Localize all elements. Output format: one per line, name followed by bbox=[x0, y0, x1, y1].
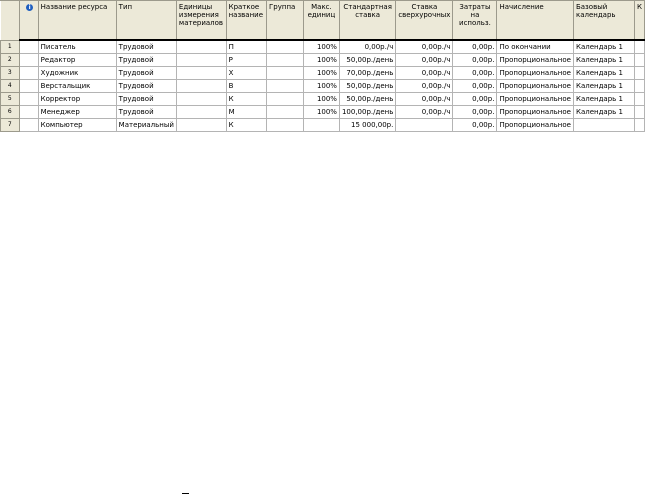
cell-base-calendar[interactable]: Календарь 1 bbox=[573, 106, 634, 119]
cell-initials[interactable]: М bbox=[226, 106, 266, 119]
cell-extra[interactable] bbox=[634, 119, 644, 132]
cell-material-units[interactable] bbox=[176, 119, 226, 132]
cell-type[interactable]: Трудовой bbox=[116, 54, 176, 67]
cell-standard-rate[interactable]: 50,00р./день bbox=[339, 93, 395, 106]
cell-material-units[interactable] bbox=[176, 106, 226, 119]
cell-name[interactable]: Редактор bbox=[38, 54, 116, 67]
table-row[interactable] bbox=[1, 40, 645, 54]
cell-extra[interactable] bbox=[634, 67, 644, 80]
cell-name[interactable]: Менеджер bbox=[38, 106, 116, 119]
cell-overtime-rate[interactable]: 0,00р./ч bbox=[396, 106, 453, 119]
table-row[interactable] bbox=[1, 119, 645, 132]
row-indicator bbox=[19, 54, 38, 67]
cell-type[interactable]: Трудовой bbox=[116, 106, 176, 119]
cell-name[interactable]: Писатель bbox=[38, 40, 116, 54]
cell-material-units[interactable] bbox=[176, 67, 226, 80]
cell-standard-rate[interactable]: 0,00р./ч bbox=[339, 40, 395, 54]
column-header-initials[interactable]: Краткое название bbox=[226, 1, 266, 41]
cell-base-calendar[interactable]: Календарь 1 bbox=[573, 67, 634, 80]
cell-standard-rate[interactable]: 100,00р./день bbox=[339, 106, 395, 119]
cell-extra[interactable] bbox=[634, 93, 644, 106]
cell-initials[interactable]: Р bbox=[226, 54, 266, 67]
cell-initials[interactable]: П bbox=[226, 40, 266, 54]
cell-material-units[interactable] bbox=[176, 54, 226, 67]
column-header-type[interactable]: Тип bbox=[116, 1, 176, 41]
column-header-name[interactable]: Название ресурса bbox=[38, 1, 116, 41]
cell-initials[interactable]: К bbox=[226, 119, 266, 132]
cell-group[interactable] bbox=[267, 54, 304, 67]
row-number[interactable]: 5 bbox=[1, 93, 20, 106]
cell-name[interactable]: Компьютер bbox=[38, 119, 116, 132]
column-header-material-units[interactable]: Единицы измерения материалов bbox=[176, 1, 226, 41]
row-number[interactable]: 3 bbox=[1, 67, 20, 80]
cell-overtime-rate[interactable]: 0,00р./ч bbox=[396, 54, 453, 67]
cell-type[interactable]: Материальный bbox=[116, 119, 176, 132]
column-header-group[interactable]: Группа bbox=[267, 1, 304, 41]
resource-sheet-table bbox=[0, 0, 645, 132]
cell-base-calendar[interactable]: Календарь 1 bbox=[573, 93, 634, 106]
cell-standard-rate[interactable]: 70,00р./день bbox=[339, 67, 395, 80]
cell-cost-per-use[interactable]: 0,00р. bbox=[453, 80, 497, 93]
cell-extra[interactable] bbox=[634, 40, 644, 54]
column-header-extra[interactable]: К bbox=[634, 1, 644, 41]
cell-cost-per-use[interactable]: 0,00р. bbox=[453, 54, 497, 67]
cell-cost-per-use[interactable]: 0,00р. bbox=[453, 119, 497, 132]
cell-name[interactable]: Верстальщик bbox=[38, 80, 116, 93]
cell-type[interactable]: Трудовой bbox=[116, 93, 176, 106]
cell-accrue[interactable]: Пропорциональное bbox=[497, 106, 574, 119]
cell-standard-rate[interactable]: 50,00р./день bbox=[339, 80, 395, 93]
row-indicator bbox=[19, 80, 38, 93]
cell-extra[interactable] bbox=[634, 80, 644, 93]
cell-type[interactable]: Трудовой bbox=[116, 40, 176, 54]
cell-group[interactable] bbox=[267, 40, 304, 54]
header-row bbox=[1, 1, 645, 41]
cell-base-calendar[interactable]: Календарь 1 bbox=[573, 80, 634, 93]
cell-type[interactable]: Трудовой bbox=[116, 67, 176, 80]
cell-standard-rate[interactable]: 15 000,00р. bbox=[339, 119, 395, 132]
cell-cost-per-use[interactable]: 0,00р. bbox=[453, 67, 497, 80]
cell-max-units[interactable]: 100% bbox=[303, 106, 339, 119]
cell-group[interactable] bbox=[267, 106, 304, 119]
column-header-standard-rate[interactable]: Стандартная ставка bbox=[339, 1, 395, 41]
cell-overtime-rate[interactable]: 0,00р./ч bbox=[396, 40, 453, 54]
cell-max-units[interactable] bbox=[303, 119, 339, 132]
cell-base-calendar[interactable] bbox=[573, 119, 634, 132]
cell-max-units[interactable]: 100% bbox=[303, 40, 339, 54]
table-row[interactable] bbox=[1, 106, 645, 119]
cell-name[interactable]: Художник bbox=[38, 67, 116, 80]
cell-overtime-rate[interactable] bbox=[396, 119, 453, 132]
cell-initials[interactable]: К bbox=[226, 93, 266, 106]
cell-name[interactable]: Корректор bbox=[38, 93, 116, 106]
row-indicator bbox=[19, 40, 38, 54]
cell-overtime-rate[interactable]: 0,00р./ч bbox=[396, 67, 453, 80]
row-number[interactable]: 1 bbox=[1, 40, 20, 54]
cell-initials[interactable]: Х bbox=[226, 67, 266, 80]
column-header-base-calendar[interactable]: Базовый календарь bbox=[573, 1, 634, 41]
cell-group[interactable] bbox=[267, 93, 304, 106]
cell-accrue[interactable]: Пропорциональное bbox=[497, 54, 574, 67]
cell-group[interactable] bbox=[267, 67, 304, 80]
cell-max-units[interactable]: 100% bbox=[303, 67, 339, 80]
row-number[interactable]: 4 bbox=[1, 80, 20, 93]
cell-extra[interactable] bbox=[634, 106, 644, 119]
cell-accrue[interactable]: Пропорциональное bbox=[497, 119, 574, 132]
cell-standard-rate[interactable]: 50,00р./день bbox=[339, 54, 395, 67]
info-icon: i bbox=[26, 4, 33, 11]
row-number[interactable]: 7 bbox=[1, 119, 20, 132]
cell-overtime-rate[interactable]: 0,00р./ч bbox=[396, 80, 453, 93]
cell-material-units[interactable] bbox=[176, 40, 226, 54]
cell-group[interactable] bbox=[267, 80, 304, 93]
cell-accrue[interactable]: Пропорциональное bbox=[497, 67, 574, 80]
row-indicator bbox=[19, 106, 38, 119]
row-number[interactable]: 2 bbox=[1, 54, 20, 67]
cell-base-calendar[interactable]: Календарь 1 bbox=[573, 40, 634, 54]
cell-initials[interactable]: В bbox=[226, 80, 266, 93]
cell-accrue[interactable]: По окончании bbox=[497, 40, 574, 54]
cell-max-units[interactable]: 100% bbox=[303, 54, 339, 67]
row-indicator bbox=[19, 93, 38, 106]
row-indicator bbox=[19, 119, 38, 132]
row-number[interactable]: 6 bbox=[1, 106, 20, 119]
cell-cost-per-use[interactable]: 0,00р. bbox=[453, 40, 497, 54]
column-header-cost-per-use[interactable]: Затраты на использ. bbox=[453, 1, 497, 41]
row-indicator bbox=[19, 67, 38, 80]
column-header-overtime-rate[interactable]: Ставка сверхурочных bbox=[396, 1, 453, 41]
cell-extra[interactable] bbox=[634, 54, 644, 67]
table-row[interactable] bbox=[1, 67, 645, 80]
indicators-column-header[interactable] bbox=[19, 1, 38, 41]
cell-type[interactable]: Трудовой bbox=[116, 80, 176, 93]
table-row[interactable] bbox=[1, 93, 645, 106]
table-row[interactable] bbox=[1, 80, 645, 93]
select-all-corner[interactable] bbox=[1, 1, 20, 41]
cell-cost-per-use[interactable]: 0,00р. bbox=[453, 93, 497, 106]
cell-base-calendar[interactable]: Календарь 1 bbox=[573, 54, 634, 67]
cell-accrue[interactable]: Пропорциональное bbox=[497, 93, 574, 106]
column-header-accrue[interactable]: Начисление bbox=[497, 1, 574, 41]
cell-max-units[interactable]: 100% bbox=[303, 80, 339, 93]
cell-group[interactable] bbox=[267, 119, 304, 132]
cell-material-units[interactable] bbox=[176, 80, 226, 93]
cell-overtime-rate[interactable]: 0,00р./ч bbox=[396, 93, 453, 106]
cell-material-units[interactable] bbox=[176, 93, 226, 106]
cell-accrue[interactable]: Пропорциональное bbox=[497, 80, 574, 93]
text-cursor-mark bbox=[182, 493, 189, 494]
column-header-max-units[interactable]: Макс. единиц bbox=[303, 1, 339, 41]
cell-cost-per-use[interactable]: 0,00р. bbox=[453, 106, 497, 119]
cell-max-units[interactable]: 100% bbox=[303, 93, 339, 106]
table-row[interactable] bbox=[1, 54, 645, 67]
